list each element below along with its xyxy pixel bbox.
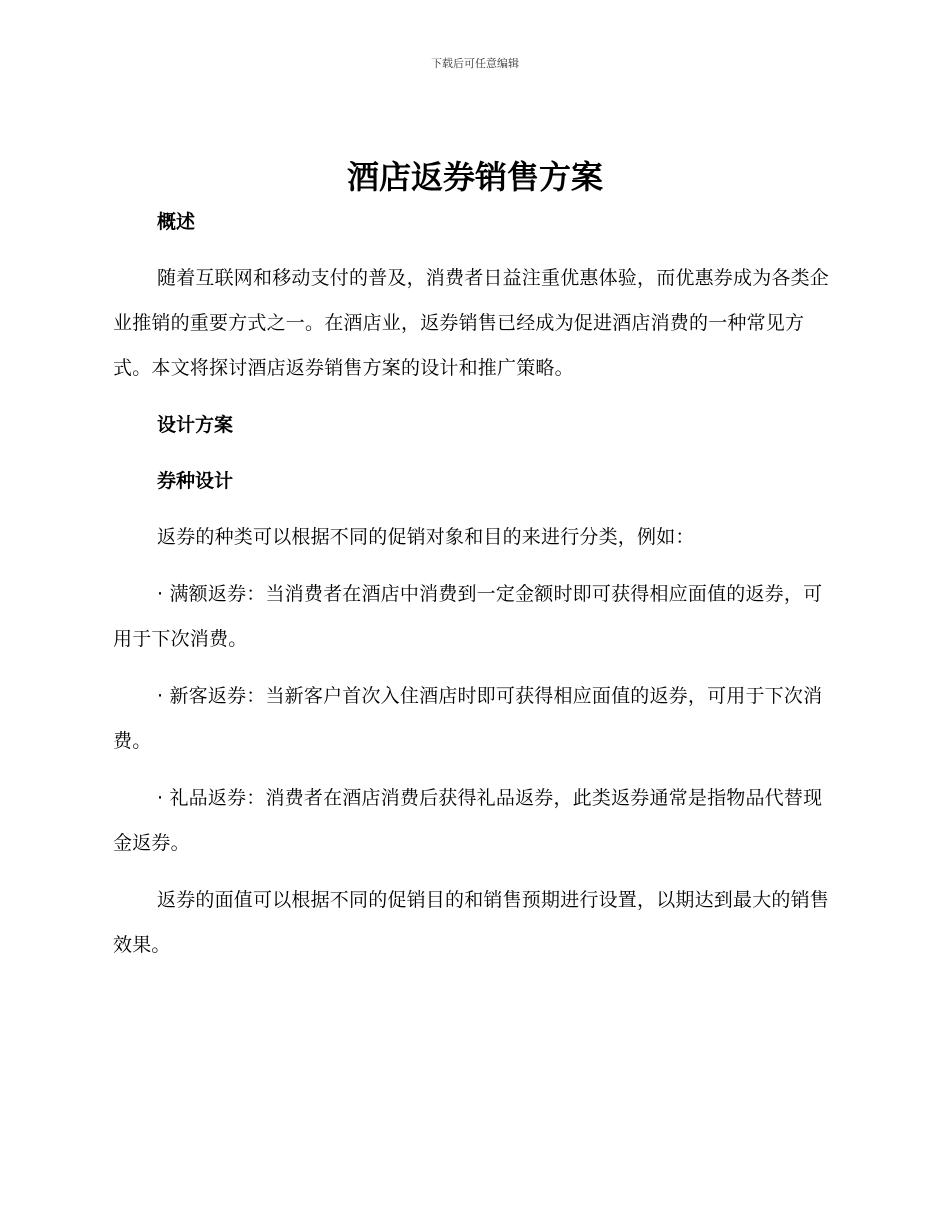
header-note: 下载后可任意编辑 xyxy=(431,57,519,70)
document-title: 酒店返券销售方案 xyxy=(346,158,603,196)
design-heading: 设计方案 xyxy=(157,414,234,436)
document-body xyxy=(113,200,833,968)
bullet-item-gift: · 礼品返券：消费者在酒店消费后获得礼品返券，此类返券通常是指物品代替现金返券。 xyxy=(113,787,823,854)
bullet-item-full-amount: · 满额返券：当消费者在酒店中消费到一定金额时即可获得相应面值的返券，可用于下次消费。 xyxy=(113,583,823,650)
face-value-paragraph: 返券的面值可以根据不同的促销目的和销售预期进行设置，以期达到最大的销售效果。 xyxy=(113,889,830,956)
coupon-type-heading: 券种设计 xyxy=(157,470,234,492)
coupon-type-intro: 返券的种类可以根据不同的促销对象和目的来进行分类，例如： xyxy=(157,526,695,548)
overview-paragraph: 随着互联网和移动支付的普及，消费者日益注重优惠体验，而优惠券成为各类企业推销的重要方式之一。在酒店业，返券销售已经成为促进酒店消费的一种常见方式。本文将探讨酒店返券销售方案的设计和推广策略。 xyxy=(113,267,830,379)
bullet-item-new-customer: · 新客返券：当新客户首次入住酒店时即可获得相应面值的返券，可用于下次消费。 xyxy=(113,685,823,752)
overview-heading: 概述 xyxy=(157,211,196,233)
